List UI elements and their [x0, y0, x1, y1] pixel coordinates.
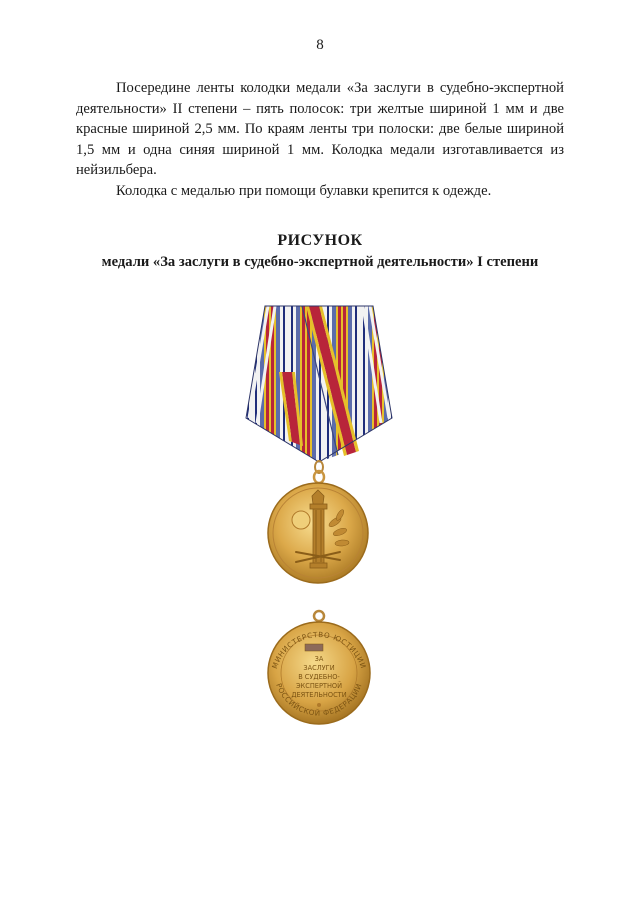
reverse-ring-top-text: МИНИСТЕРСТВО ЮСТИЦИИ — [269, 630, 369, 670]
medal-ribbon — [246, 306, 392, 462]
reverse-ribbon-plaque — [305, 644, 323, 651]
medal-reverse — [268, 611, 370, 724]
medal-suspension-ring — [314, 461, 324, 483]
figure-title: РИСУНОК — [277, 232, 363, 249]
reverse-center-line: ЭКСПЕРТНОЙ — [295, 682, 343, 690]
medal-obverse — [268, 483, 368, 583]
paragraph: Колодка с медалью при помощи булавки крепится к одежде. — [116, 182, 492, 199]
page-number: 8 — [316, 37, 324, 53]
reverse-center-line: В СУДЕБНО- — [298, 673, 340, 681]
body-text — [76, 78, 564, 201]
figure-subtitle: медали «За заслуги в судебно-экспертной деятельности» I степени — [101, 254, 539, 270]
reverse-center-line: ЗАСЛУГИ — [303, 664, 335, 672]
medal-figure — [0, 300, 640, 730]
reverse-center-line: ЗА — [314, 655, 324, 663]
reverse-center-line: ДЕЯТЕЛЬНОСТИ — [291, 691, 347, 699]
paragraph: Посередине ленты колодки медали «За заслуги в судебно-экспертной деятельности» II степени – пять полосок: три желтые шириной 1 мм и две красные шириной 2,5 мм. По краям ленты три полоски: две белые шириной 1,5 мм и одна синяя шириной 1 мм. Колодка медали изготавливается из нейзильбера. — [76, 80, 564, 178]
reverse-ring-bottom-text: РОССИЙСКОЙ ФЕДЕРАЦИИ — [274, 681, 364, 718]
